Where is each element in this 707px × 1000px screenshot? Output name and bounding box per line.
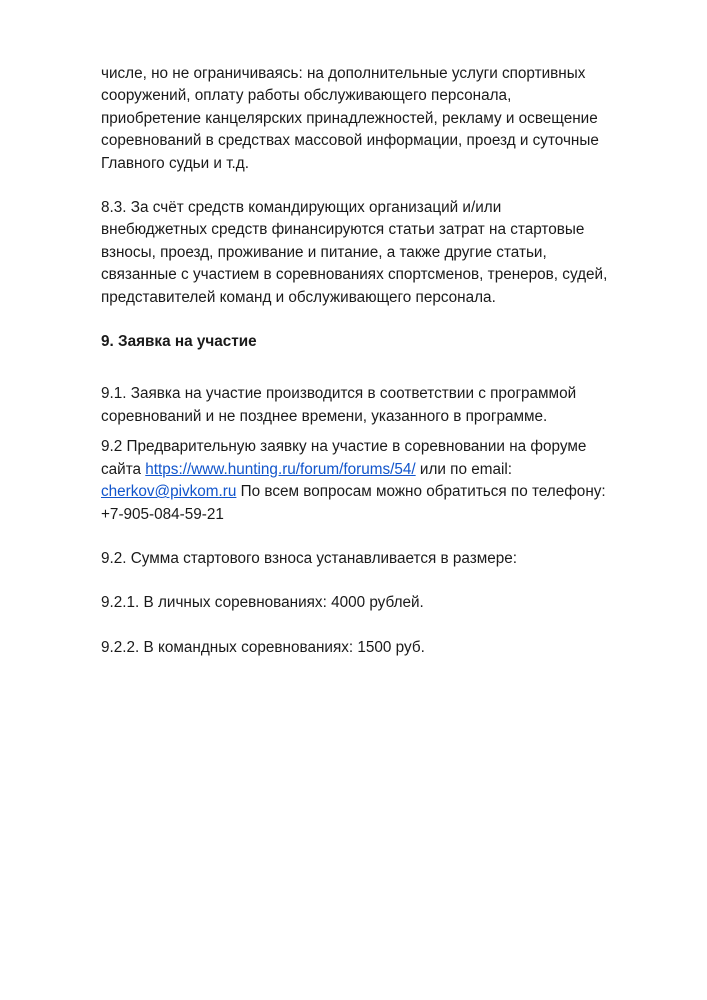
text-line: 8.3. За счёт средств командирующих организаций и/или: [101, 199, 502, 217]
paragraph-9-2-fee: 9.2. Сумма стартового взноса устанавливается в размере:: [101, 549, 518, 567]
text-fragment: или по email:: [415, 460, 513, 478]
text-line: представителей команд и обслуживающего персонала.: [101, 288, 496, 306]
text-fragment: сайта: [101, 460, 146, 478]
phone-number: +7-905-084-59-21: [101, 505, 224, 523]
text-line: сооружений, оплату работы обслуживающего персонала,: [101, 87, 512, 105]
paragraph-9-2-1: 9.2.1. В личных соревнованиях: 4000 рублей.: [101, 594, 424, 612]
text-line: [101, 481, 641, 503]
text-line: Главного судьи и т.д.: [101, 154, 249, 172]
forum-link[interactable]: https://www.hunting.ru/forum/forums/54/: [145, 460, 416, 478]
text-line: соревнований в средствах массовой информации, проезд и суточные: [101, 132, 599, 150]
paragraph-8-2-tail: [101, 63, 641, 175]
section-heading-9: 9. Заявка на участие: [101, 333, 257, 351]
text-fragment: По всем вопросам можно обратиться по телефону:: [236, 483, 606, 501]
text-line: 9.2 Предварительную заявку на участие в соревновании на форуме: [101, 438, 587, 456]
document-body: [101, 63, 641, 659]
paragraph-9-2-2: 9.2.2. В командных соревнованиях: 1500 руб.: [101, 638, 425, 656]
email-link[interactable]: cherkov@pivkom.ru: [101, 483, 237, 501]
text-line: связанные с участием в соревнованиях спортсменов, тренеров, судей,: [101, 266, 608, 284]
paragraph-9-1: [101, 383, 641, 428]
text-line: внебюджетных средств финансируются статьи затрат на стартовые: [101, 221, 585, 239]
text-line: числе, но не ограничиваясь: на дополнительные услуги спортивных: [101, 65, 586, 82]
paragraph-9-2-application: [101, 436, 641, 526]
text-line: 9.1. Заявка на участие производится в соответствии с программой: [101, 385, 577, 403]
text-line: взносы, проезд, проживание и питание, а также другие статьи,: [101, 243, 547, 261]
paragraph-8-3: [101, 197, 641, 309]
text-line: соревнований и не позднее времени, указанного в программе.: [101, 407, 548, 425]
text-line: приобретение канцелярских принадлежностей, рекламу и освещение: [101, 109, 598, 127]
text-line: [101, 459, 641, 481]
